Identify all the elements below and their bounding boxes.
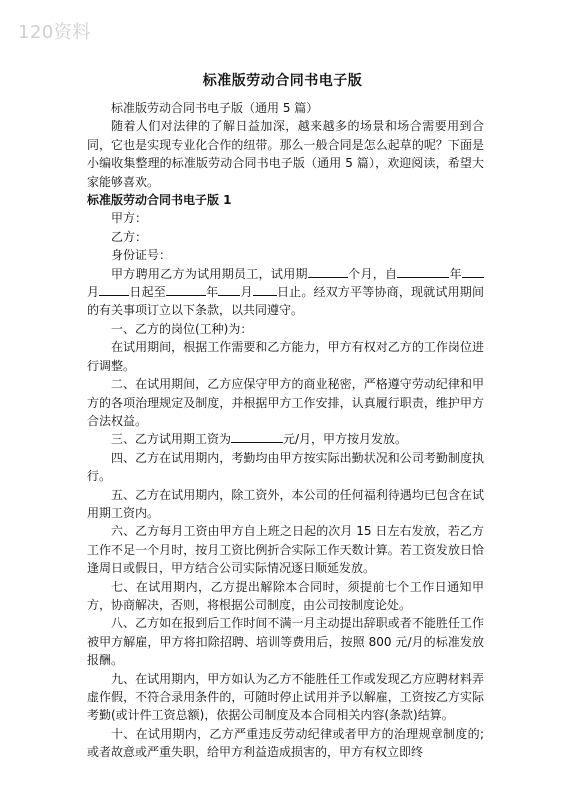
probation-text-3: 年	[449, 266, 462, 281]
probation-paragraph	[87, 265, 484, 320]
blank-start-year	[397, 265, 449, 278]
clause-3-text-2: 元/月，甲方按月发放。	[283, 432, 408, 447]
clause-2: 二、在试用期间，乙方应保守甲方的商业秘密，严格遵守劳动纪律和甲方的各项治理规定及制度，并根据甲方工作安排，认真履行职责，维护甲方合法权益。	[87, 377, 484, 428]
blank-end-year	[166, 283, 206, 296]
blank-start-day	[99, 283, 129, 296]
clause-7: 七、在试用期内，乙方提出解除本合同时，须提前七个工作日通知甲方，协商解决，否则，将根据公司制度，由公司按制度论处。	[87, 579, 484, 612]
intro-line: 标准版劳动合同书电子版（通用 5 篇）	[111, 101, 319, 115]
probation-text-6: 年	[205, 285, 219, 300]
blank-end-month	[218, 283, 240, 296]
clause-1-heading: 一、乙方的岗位(工种)为：	[111, 321, 253, 336]
probation-text-4: 月	[87, 285, 100, 300]
probation-text-1: 甲方聘用乙方为试用期员工，试用期	[111, 266, 308, 281]
clause-10: 十、在试用期内，乙方严重违反劳动纪律或者甲方的治理规章制度的;或者故意或严重失职，给甲方利益造成损害的，甲方有权立即终	[87, 726, 484, 760]
document-title: 标准版劳动合同书电子版	[202, 73, 363, 89]
blank-end-day	[253, 283, 277, 296]
blank-salary	[231, 430, 283, 443]
clause-8: 八、乙方如在报到后工作时间不满一月主动提出辞职或者不能胜任工作被甲方解雇，甲方将扣除招聘、培训等费用后，按照 800 元/月的标准发放报酬。	[87, 616, 484, 668]
party-b-field: 乙方：	[111, 229, 148, 244]
section-heading: 标准版劳动合同书电子版 1	[87, 193, 232, 208]
clause-3-text-1: 三、乙方试用期工资为	[111, 432, 232, 447]
blank-start-month	[462, 265, 484, 278]
blank-months	[308, 265, 348, 278]
clause-6: 六、乙方每月工资由甲方自上班之日起的次月 15 日左右发放，若乙方工作不足一个月时，按月工资比例折合实际工作天数计算。若工资发放日恰逢周日或假日，甲方结合公司实际情况逐日顺延发放。	[87, 524, 484, 576]
clause-1-body: 在试用期间，根据工作需要和乙方能力，甲方有权对乙方的工作岗位进行调整。	[87, 340, 484, 373]
id-number-field: 身份证号：	[111, 248, 172, 263]
probation-text-5: 日起至	[129, 285, 166, 300]
clause-3	[87, 430, 484, 448]
probation-text-7: 月	[240, 285, 253, 300]
clause-5: 五、乙方在试用期内，除工资外，本公司的任何福利待遇均已包含在试用期工资内。	[87, 487, 484, 520]
clause-4: 四、乙方在试用期内，考勤均由甲方按实际出勤状况和公司考勤制度执行。	[87, 450, 484, 484]
intro-paragraph: 随着人们对法律的了解日益加深，越来越多的场景和场合需要用到合同，它也是实现专业化合作的纽带。那么一般合同是怎么起草的呢？下面是小编收集整理的标准版劳动合同书电子版（通用 5 篇），欢迎阅读，希望大家能够喜欢。	[87, 119, 484, 189]
probation-text-2: 个月，自	[347, 266, 398, 281]
clause-9: 九、在试用期内，甲方如认为乙方不能胜任工作或发现乙方应聘材料弄虚作假，不符合录用条件的，可随时停止试用并予以解雇，工资按乙方实际考勤(或计件工资总额)，依据公司制度及本合同相关内容(条款)结算。	[87, 671, 484, 723]
document-body	[87, 99, 484, 762]
probation-text-8: 日止。经双方平等协商，现就试用期间的有关事项订立以下条款，以共同遵守。	[87, 285, 484, 318]
watermark: 120资料	[18, 22, 91, 43]
party-a-field: 甲方：	[111, 211, 148, 226]
